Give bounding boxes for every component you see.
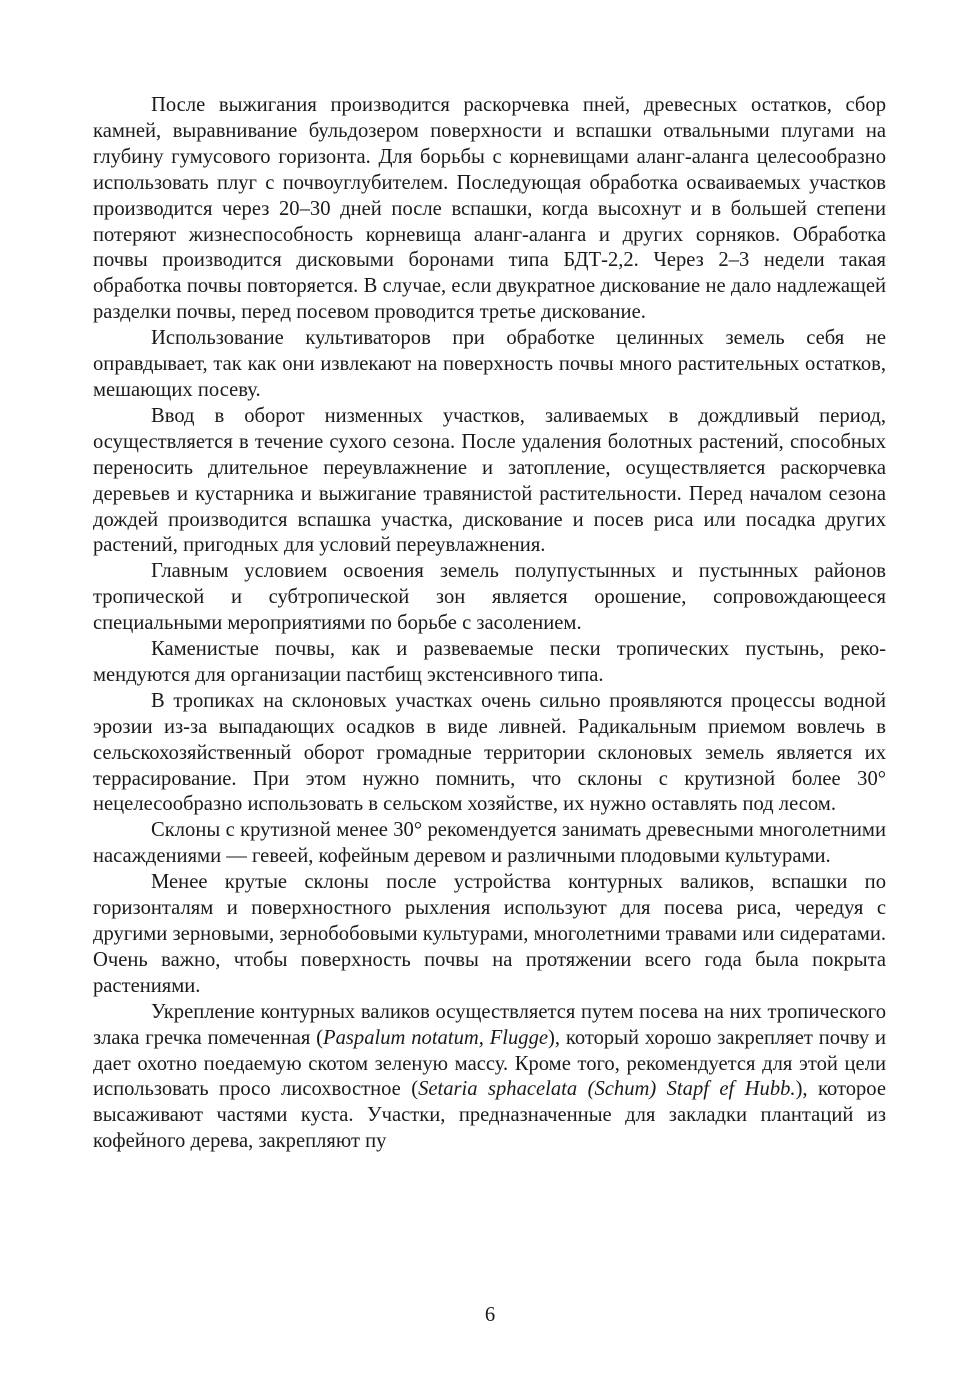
- paragraph-9-latin-name-2: Setaria sphacelata (Schum) Stapf ef Hubb.: [418, 1078, 796, 1101]
- paragraph-9-latin-name-1: Paspalum notatum, Flugge: [323, 1026, 549, 1049]
- page-number: 6: [484, 1304, 496, 1326]
- paragraph-9-text-2: ), который хорошо закрепляет почву и дает охотно поедаемую скотом зеленую массу. Кроме того, рекомендуется для этой цели использовать просо лисохвостное (: [93, 1026, 887, 1101]
- paragraph-9-text-3: ), которое высаживают частями куста. Участки, предназначенные для закладки плантаций из кофейного дерева, закрепляют пу: [93, 1078, 886, 1153]
- paragraph-8: Менее крутые склоны после устройства контурных валиков, вспашки по горизонталям и поверхностного рыхления используют для посева риса, чередуя с другими зерновыми, зернобобовыми культурами, многолетними травами или сидератами. Очень важно, чтобы поверхность почвы на протяжении всего года была покрыта растениями.: [93, 871, 886, 997]
- paragraph-5: Каменистые почвы, как и развеваемые пески тропических пустынь, рекомендуются для организации пастбищ экстенсивного типа.: [93, 638, 886, 686]
- paragraph-6: В тропиках на склоновых участках очень сильно проявляются процессы водной эрозии из-за выпадающих осадков в виде ливней. Радикальным приемом вовлечь в сельскохозяйственный оборот громадные территории склоновых земель является их террасирование. При этом нужно помнить, что склоны с крутизной более 30° нецелесообразно использовать в сельском хозяйстве, их нужно оставлять под лесом.: [93, 689, 886, 816]
- paragraph-9: [93, 1000, 886, 1155]
- paragraph-9-text-1: Укрепление контурных валиков осуществляется путем посева на них тропического злака гречка помеченная (: [93, 1000, 886, 1049]
- paragraph-2: Использование культиваторов при обработке целинных земель себя не оправдывает, так как они извлекают на поверхность почвы много растительных остатков, мешающих посеву.: [93, 327, 886, 401]
- paragraph-4: Главным условием освоения земель полупустынных и пустынных районов тропической и субтропической зон является орошение, сопровождающееся специальными мероприятиями по борьбе с засолением.: [93, 560, 886, 635]
- paragraph-7: Склоны с крутизной менее 30° рекомендуется занимать древесными многолетними насаждениями — гевеей, кофейным деревом и различными плодовыми культурами.: [93, 819, 886, 868]
- document-page: [93, 93, 886, 1155]
- paragraph-3: Ввод в оборот низменных участков, заливаемых в дождливый период, осуществляется в течение сухого сезона. После удаления болотных растений, способных переносить длительное переувлажнение и затопление, осуществляется раскорчевка деревьев и кустарника и выжигание травянистой растительности. Перед началом сезона дождей производится вспашка участка, дискование и посев риса или посадка других растений, пригодных для условий переувлажнения.: [93, 404, 886, 557]
- paragraph-1: После выжигания производится раскорчевка пней, древесных остатков, сбор камней, выравнивание бульдозером поверхности и вспашки отвальными плугами на глубину гумусового горизонта. Для борьбы с корневищами аланг-аланга целесообразно использовать плуг с почвоуглубителем. Последующая обработка осваиваемых участков производится через 20–30 дней после вспашки, когда высохнут и в большей степени потеряют жизнеспособность корневища аланг-аланга и других сорняков. Обработка почвы производится дисковыми боронами типа БДТ-2,2. Через 2–3 недели такая обработка почвы повторяется. В случае, если двукратное дискование не дало надлежащей разделки почвы, перед посевом проводится третье дискование.: [93, 94, 886, 324]
